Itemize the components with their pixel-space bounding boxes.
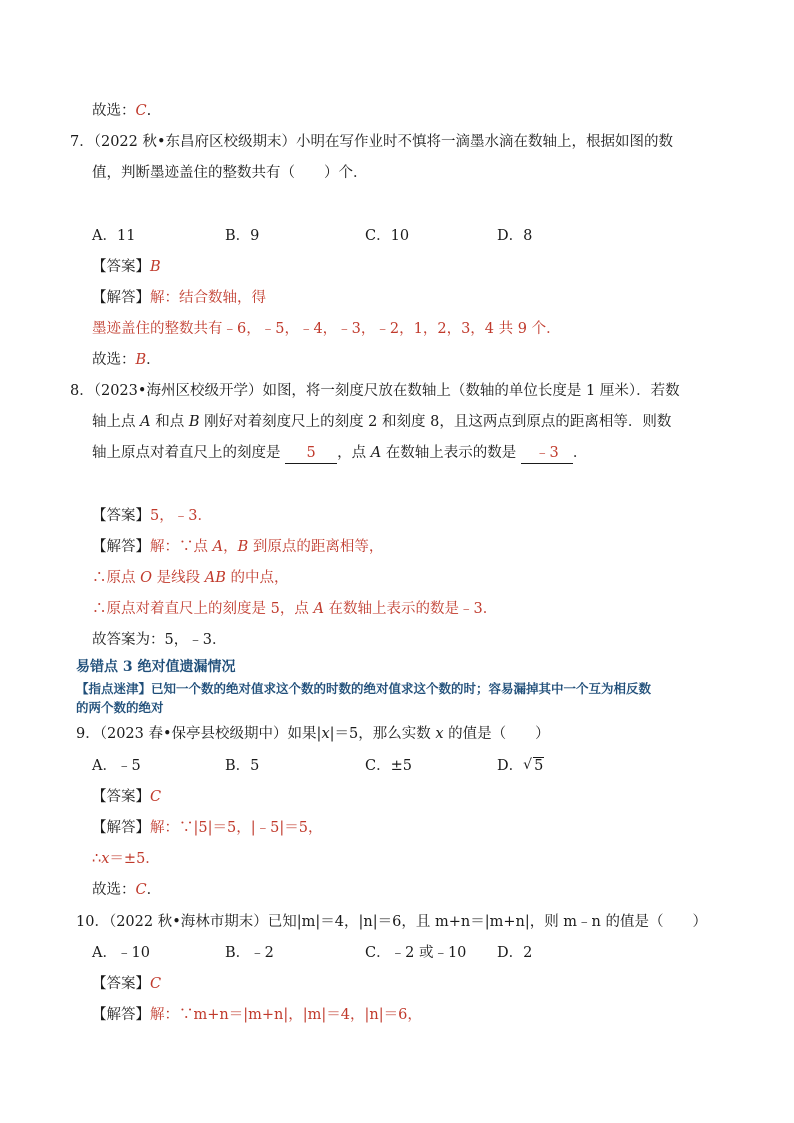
q7-conclusion: 故选：B． bbox=[92, 352, 161, 368]
q9-option-d: D． √ 5 bbox=[497, 757, 544, 774]
sqrt-symbol: √ 5 bbox=[523, 757, 544, 774]
q9-conclusion: 故选：C． bbox=[92, 882, 162, 898]
q10-answer: 【答案】C bbox=[92, 976, 162, 992]
q10-option-b: B．﹣2 bbox=[225, 945, 274, 961]
q9-stem: 9．（2023 春•保亭县校级期中）如果|x|＝5，那么实数 x 的值是（ ） bbox=[76, 726, 550, 742]
section-title: 易错点 3 绝对值遗漏情况 bbox=[76, 659, 236, 675]
q9-option-c: C．±5 bbox=[365, 758, 412, 774]
section-hint-line1: 【指点迷津】已知一个数的绝对值求这个数的时数的绝对值求这个数的时；容易漏掉其中一个互为相反数 bbox=[76, 681, 652, 696]
q10-solution-line1: 【解答】解：∵m+n＝|m+n|，|m|＝4，|n|＝6， bbox=[92, 1007, 422, 1023]
q8-conclusion: 故答案为：5，﹣3． bbox=[92, 632, 227, 648]
q8-stem-line2: 轴上点 A 和点 B 刚好对着刻度尺上的刻度 2 和刻度 8，且这两点到原点的距离相等．则数 bbox=[92, 414, 672, 430]
q9-option-b: B．5 bbox=[225, 758, 260, 774]
q6-conclusion: 故选：C. bbox=[92, 103, 152, 119]
q8-blank-2[interactable]: ﹣3 bbox=[521, 443, 573, 464]
q8-answer: 【答案】5，﹣3． bbox=[92, 508, 212, 524]
q7-option-a: A．11 bbox=[92, 228, 136, 244]
q7-solution-line1: 【解答】解：结合数轴，得 bbox=[92, 290, 266, 306]
q7-answer: 【答案】B bbox=[92, 259, 161, 275]
q7-stem-line1: 7．（2022 秋•东昌府区校级期末）小明在写作业时不慎将一滴墨水滴在数轴上，根据如图的数 bbox=[70, 134, 674, 150]
q10-option-d: D．2 bbox=[497, 945, 533, 961]
q10-option-a: A．﹣10 bbox=[92, 945, 150, 961]
q10-option-c: C．﹣2 或﹣10 bbox=[365, 945, 467, 961]
q8-solution-line3: ∴原点对着直尺上的刻度是 5，点 A 在数轴上表示的数是﹣3． bbox=[92, 601, 498, 617]
q9-solution-line1: 【解答】解：∵|5|＝5，|﹣5|＝5， bbox=[92, 820, 323, 836]
q7-option-b: B．9 bbox=[225, 228, 260, 244]
section-hint-line2: 的两个数的绝对 bbox=[76, 700, 164, 715]
q9-solution-line2: ∴x＝±5． bbox=[92, 851, 160, 867]
q8-solution-line1: 【解答】解：∵点 A，B 到原点的距离相等， bbox=[92, 539, 384, 555]
q9-option-a: A．﹣5 bbox=[92, 758, 141, 774]
q7-solution-line2: 墨迹盖住的整数共有﹣6，﹣5，﹣4，﹣3，﹣2，1，2，3，4 共 9 个． bbox=[92, 321, 561, 337]
q7-option-d: D．8 bbox=[497, 228, 533, 244]
q8-stem-line3: 轴上原点对着直尺上的刻度是 5 ，点 A 在数轴上表示的数是 ﹣3 ． bbox=[92, 443, 587, 464]
q7-stem-line2: 值，判断墨迹盖住的整数共有（ ）个． bbox=[92, 165, 368, 181]
q10-stem: 10．（2022 秋•海林市期末）已知|m|＝4，|n|＝6，且 m+n＝|m+n|，则 m﹣n 的值是（ ） bbox=[76, 914, 708, 930]
q8-blank-1[interactable]: 5 bbox=[285, 443, 337, 464]
q8-stem-line1: 8．（2023•海州区校级开学）如图，将一刻度尺放在数轴上（数轴的单位长度是 1 厘米）．若数 bbox=[70, 383, 680, 399]
q8-solution-line2: ∴原点 O 是线段 AB 的中点， bbox=[92, 570, 289, 586]
q9-answer: 【答案】C bbox=[92, 789, 162, 805]
q7-option-c: C．10 bbox=[365, 228, 410, 244]
